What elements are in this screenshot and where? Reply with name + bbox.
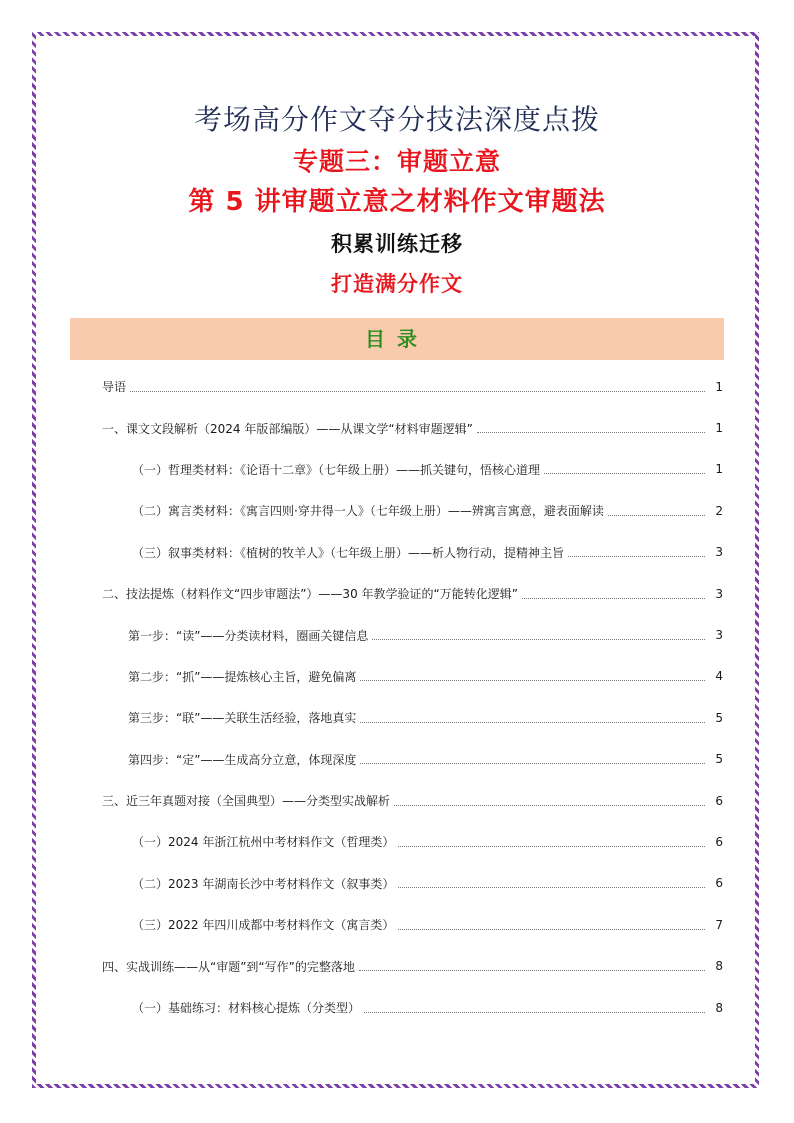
toc-entry-text: （一）哲理类材料：《论语十二章》（七年级上册）——抓关键句，悟核心道理 <box>132 462 541 477</box>
toc-entry-text: 第三步：“联”——关联生活经验，落地真实 <box>128 711 357 726</box>
toc-entry-section-3-2[interactable] <box>102 863 723 904</box>
toc-entry-section-4-1[interactable] <box>102 987 723 1028</box>
main-title: 考场高分作文夺分技法深度点拨 <box>193 103 600 136</box>
toc-entry-section-1-1[interactable] <box>102 449 723 490</box>
toc-leader-dots <box>360 679 705 681</box>
toc-entry-section-3[interactable] <box>102 780 723 821</box>
toc-entry-step-2[interactable] <box>102 656 723 697</box>
toc-leader-dots <box>398 928 705 930</box>
toc-entry-text: （一）基础练习：材料核心提炼（分类型） <box>132 1001 361 1016</box>
toc-entry-section-3-1[interactable] <box>102 821 723 862</box>
toc-entry-step-1[interactable] <box>102 614 723 655</box>
subtitle-perfect-essay: 打造满分作文 <box>331 272 463 296</box>
toc-leader-dots <box>394 804 705 806</box>
toc-leader-dots <box>359 969 705 971</box>
toc-leader-dots <box>364 1011 705 1013</box>
toc-leader-dots <box>398 886 705 888</box>
toc-entry-text: （二）寓言类材料：《寓言四则·穿井得一人》（七年级上册）——辨寓言寓意，避表面解读 <box>132 504 604 519</box>
toc-leader-dots <box>544 472 705 474</box>
toc-entry-section-1[interactable] <box>102 407 723 448</box>
toc-leader-dots <box>477 431 705 433</box>
toc-leader-dots <box>130 390 705 392</box>
toc-entry-text: 四、实战训练——从“审题”到“写作”的完整落地 <box>102 959 355 974</box>
toc-entry-text: （一）2024 年浙江杭州中考材料作文（哲理类） <box>132 835 395 850</box>
toc-entry-text: 导语 <box>102 380 127 395</box>
toc-entry-text: （三）2022 年四川成都中考材料作文（寓言类） <box>132 918 395 933</box>
lesson-title: 第 5 讲审题立意之材料作文审题法 <box>188 187 606 217</box>
toc-page-number: 8 <box>715 959 723 974</box>
toc-page-number: 4 <box>715 669 723 684</box>
toc-page-number: 3 <box>715 545 723 560</box>
toc-page-number: 7 <box>715 917 723 932</box>
toc-page-number: 5 <box>715 710 723 725</box>
toc-page-number: 5 <box>715 752 723 767</box>
toc-entry-section-1-3[interactable] <box>102 532 723 573</box>
toc-page-number: 3 <box>715 628 723 643</box>
toc-page-number: 1 <box>715 421 723 436</box>
subtitle-accumulate: 积累训练迁移 <box>331 232 463 256</box>
toc-entry-text: （二）2023 年湖南长沙中考材料作文（叙事类） <box>132 876 395 891</box>
toc-entry-text: 第二步：“抓”——提炼核心主旨，避免偏离 <box>128 669 357 684</box>
toc-page-number: 6 <box>715 793 723 808</box>
toc-entry-section-4[interactable] <box>102 945 723 986</box>
toc-entry-text: 一、课文文段解析（2024 年版部编版）——从课文学“材料审题逻辑” <box>102 421 473 436</box>
toc-leader-dots <box>568 555 705 557</box>
topic-title: 专题三：审题立意 <box>292 147 501 176</box>
toc-entry-text: （三）叙事类材料：《植树的牧羊人》（七年级上册）——析人物行动，提精神主旨 <box>132 545 565 560</box>
toc-heading: 目录 <box>70 318 724 360</box>
toc-entry-step-3[interactable] <box>102 697 723 738</box>
toc-leader-dots <box>522 597 705 599</box>
toc-entry-intro[interactable] <box>102 366 723 407</box>
toc-page-number: 1 <box>715 462 723 477</box>
toc-page-number: 2 <box>715 503 723 518</box>
toc-leader-dots <box>360 762 705 764</box>
toc-page-number: 3 <box>715 586 723 601</box>
toc-entry-step-4[interactable] <box>102 739 723 780</box>
toc-leader-dots <box>398 845 705 847</box>
toc-page-number: 6 <box>715 876 723 891</box>
toc-leader-dots <box>360 721 705 723</box>
toc-page-number: 8 <box>715 1000 723 1015</box>
toc-entry-text: 第一步：“读”——分类读材料，圈画关键信息 <box>128 628 369 643</box>
toc-leader-dots <box>372 638 705 640</box>
toc-leader-dots <box>608 514 705 516</box>
toc-entry-section-2[interactable] <box>102 573 723 614</box>
toc-page-number: 1 <box>715 379 723 394</box>
toc-entry-section-3-3[interactable] <box>102 904 723 945</box>
toc-page-number: 6 <box>715 834 723 849</box>
toc-entry-section-1-2[interactable] <box>102 490 723 531</box>
table-of-contents <box>102 366 723 1028</box>
toc-entry-text: 二、技法提炼（材料作文“四步审题法”）——30 年教学验证的“万能转化逻辑” <box>102 587 518 602</box>
toc-entry-text: 第四步：“定”——生成高分立意，体现深度 <box>128 752 357 767</box>
toc-entry-text: 三、近三年真题对接（全国典型）——分类型实战解析 <box>102 794 391 809</box>
